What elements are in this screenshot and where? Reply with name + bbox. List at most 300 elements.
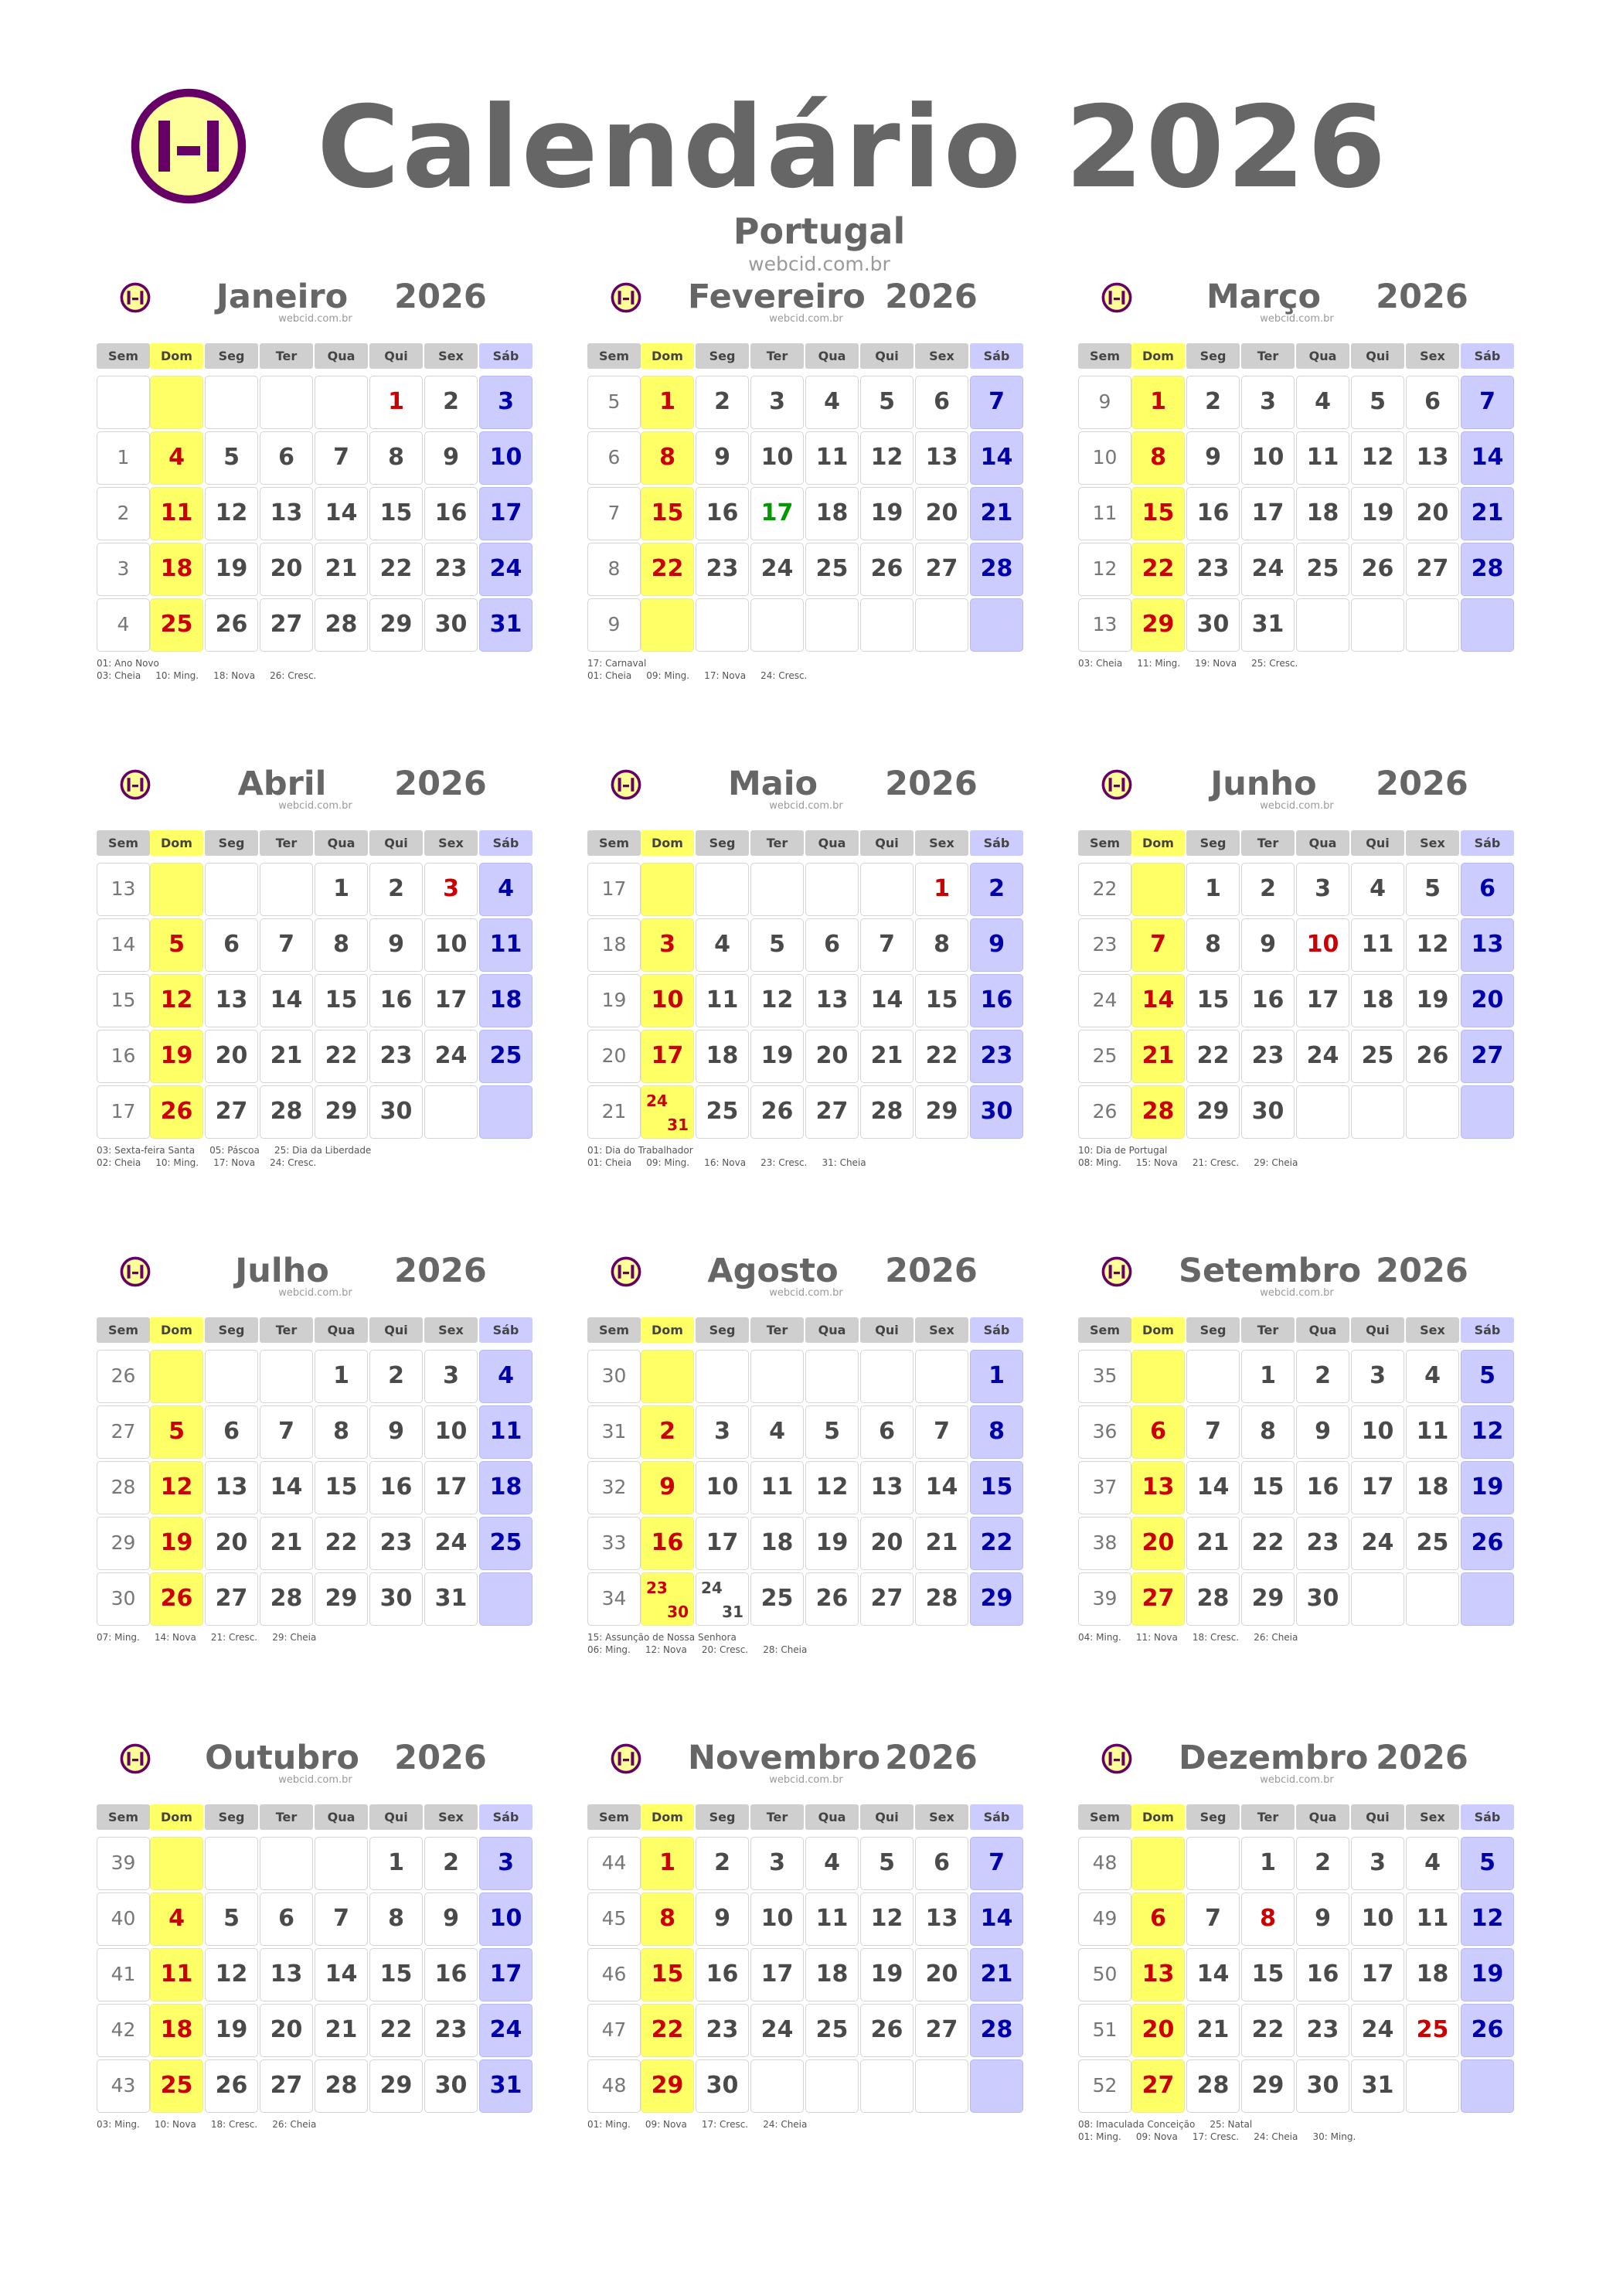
day-cell[interactable]: 6 xyxy=(1131,1405,1185,1459)
day-cell[interactable]: 30 xyxy=(696,2059,749,2113)
day-cell[interactable]: 13 xyxy=(860,1461,914,1514)
day-cell[interactable]: 10 xyxy=(1296,918,1349,972)
day-cell[interactable]: 6 xyxy=(205,918,258,972)
day-cell[interactable]: 8 xyxy=(1186,918,1240,972)
day-cell[interactable]: 10 xyxy=(750,431,804,485)
day-cell[interactable]: 25 xyxy=(479,1517,532,1570)
day-cell[interactable]: 20 xyxy=(1131,2004,1185,2057)
day-cell[interactable]: 28 xyxy=(970,543,1023,596)
day-cell[interactable]: 16 xyxy=(424,487,478,540)
day-cell[interactable]: 17 xyxy=(479,1948,532,2001)
day-cell[interactable]: 5 xyxy=(805,1405,859,1459)
day-cell[interactable]: 14 xyxy=(1461,431,1514,485)
day-cell[interactable]: 26 xyxy=(205,598,258,652)
day-cell[interactable]: 23 xyxy=(369,1030,423,1083)
day-cell[interactable]: 25 xyxy=(1406,1517,1459,1570)
day-cell[interactable] xyxy=(641,1085,694,1139)
day-cell[interactable]: 1 xyxy=(970,1350,1023,1403)
day-cell[interactable]: 29 xyxy=(1186,1085,1240,1139)
day-cell[interactable]: 9 xyxy=(696,431,749,485)
day-cell[interactable]: 1 xyxy=(1241,1350,1295,1403)
day-cell[interactable]: 5 xyxy=(205,431,258,485)
day-cell[interactable]: 12 xyxy=(1406,918,1459,972)
day-cell[interactable]: 8 xyxy=(315,1405,368,1459)
day-cell[interactable]: 2 xyxy=(970,863,1023,916)
day-cell[interactable]: 8 xyxy=(970,1405,1023,1459)
day-cell[interactable]: 1 xyxy=(315,863,368,916)
day-cell[interactable]: 11 xyxy=(1351,918,1404,972)
day-cell[interactable]: 26 xyxy=(150,1572,203,1626)
day-cell[interactable]: 25 xyxy=(479,1030,532,1083)
day-cell[interactable]: 19 xyxy=(205,2004,258,2057)
day-cell[interactable]: 30 xyxy=(369,1085,423,1139)
day-cell[interactable]: 29 xyxy=(315,1572,368,1626)
day-cell[interactable]: 18 xyxy=(696,1030,749,1083)
day-cell[interactable]: 2 xyxy=(424,1837,478,1890)
day-cell[interactable]: 28 xyxy=(970,2004,1023,2057)
day-cell[interactable]: 31 xyxy=(424,1572,478,1626)
day-cell[interactable]: 13 xyxy=(205,1461,258,1514)
day-cell[interactable]: 17 xyxy=(1351,1461,1404,1514)
day-cell[interactable]: 20 xyxy=(1461,974,1514,1027)
day-cell[interactable]: 26 xyxy=(750,1085,804,1139)
day-cell[interactable]: 2 xyxy=(369,863,423,916)
day-cell[interactable]: 25 xyxy=(805,543,859,596)
day-cell[interactable]: 21 xyxy=(970,1948,1023,2001)
day-cell[interactable]: 19 xyxy=(805,1517,859,1570)
day-cell[interactable]: 18 xyxy=(805,487,859,540)
day-cell[interactable]: 10 xyxy=(1351,1405,1404,1459)
day-cell[interactable]: 6 xyxy=(860,1405,914,1459)
day-cell[interactable]: 28 xyxy=(915,1572,968,1626)
day-cell[interactable]: 10 xyxy=(750,1892,804,1946)
day-cell[interactable]: 29 xyxy=(369,2059,423,2113)
day-cell[interactable]: 14 xyxy=(260,1461,313,1514)
day-cell[interactable]: 8 xyxy=(1241,1405,1295,1459)
day-cell[interactable]: 27 xyxy=(205,1085,258,1139)
day-cell[interactable]: 22 xyxy=(315,1030,368,1083)
day-cell[interactable]: 3 xyxy=(479,376,532,429)
day-cell[interactable]: 3 xyxy=(424,1350,478,1403)
day-cell[interactable]: 2 xyxy=(1296,1350,1349,1403)
day-cell[interactable]: 16 xyxy=(369,974,423,1027)
day-cell[interactable]: 13 xyxy=(915,431,968,485)
day-cell[interactable]: 29 xyxy=(1131,598,1185,652)
day-cell[interactable]: 12 xyxy=(805,1461,859,1514)
day-cell[interactable]: 13 xyxy=(915,1892,968,1946)
day-cell[interactable]: 9 xyxy=(641,1461,694,1514)
day-cell[interactable]: 1 xyxy=(641,1837,694,1890)
day-cell[interactable]: 30 xyxy=(369,1572,423,1626)
day-cell[interactable]: 1 xyxy=(369,1837,423,1890)
day-cell[interactable]: 25 xyxy=(1406,2004,1459,2057)
day-cell[interactable]: 12 xyxy=(860,1892,914,1946)
day-cell[interactable]: 16 xyxy=(1241,974,1295,1027)
day-cell[interactable]: 17 xyxy=(641,1030,694,1083)
day-cell[interactable]: 31 xyxy=(1351,2059,1404,2113)
day-cell[interactable]: 10 xyxy=(1351,1892,1404,1946)
day-cell[interactable]: 24 xyxy=(479,543,532,596)
day-cell[interactable]: 7 xyxy=(315,431,368,485)
day-cell[interactable]: 16 xyxy=(641,1517,694,1570)
day-cell[interactable]: 29 xyxy=(315,1085,368,1139)
day-cell[interactable]: 18 xyxy=(1351,974,1404,1027)
day-cell[interactable]: 4 xyxy=(479,1350,532,1403)
day-cell[interactable]: 16 xyxy=(970,974,1023,1027)
day-cell[interactable]: 14 xyxy=(1131,974,1185,1027)
day-cell[interactable]: 9 xyxy=(424,431,478,485)
day-cell[interactable]: 14 xyxy=(315,1948,368,2001)
day-cell[interactable]: 3 xyxy=(1296,863,1349,916)
day-cell[interactable]: 4 xyxy=(1406,1837,1459,1890)
day-cell[interactable]: 8 xyxy=(915,918,968,972)
day-cell[interactable]: 8 xyxy=(369,1892,423,1946)
day-cell[interactable]: 8 xyxy=(315,918,368,972)
day-cell[interactable]: 18 xyxy=(479,974,532,1027)
day-cell[interactable]: 22 xyxy=(1186,1030,1240,1083)
day-cell[interactable]: 14 xyxy=(860,974,914,1027)
day-cell[interactable]: 20 xyxy=(1406,487,1459,540)
day-cell[interactable]: 5 xyxy=(1461,1350,1514,1403)
day-cell[interactable]: 16 xyxy=(696,487,749,540)
day-cell[interactable]: 7 xyxy=(1131,918,1185,972)
day-cell[interactable]: 20 xyxy=(1131,1517,1185,1570)
day-cell[interactable]: 22 xyxy=(315,1517,368,1570)
day-cell[interactable]: 31 xyxy=(479,598,532,652)
day-cell[interactable]: 17 xyxy=(750,487,804,540)
day-cell[interactable]: 15 xyxy=(641,1948,694,2001)
day-cell[interactable]: 11 xyxy=(150,1948,203,2001)
day-cell[interactable]: 4 xyxy=(805,376,859,429)
day-cell[interactable]: 19 xyxy=(205,543,258,596)
day-cell[interactable]: 19 xyxy=(860,1948,914,2001)
day-cell[interactable]: 4 xyxy=(1406,1350,1459,1403)
day-cell[interactable]: 14 xyxy=(915,1461,968,1514)
day-cell[interactable]: 6 xyxy=(260,1892,313,1946)
day-cell[interactable]: 31 xyxy=(479,2059,532,2113)
day-cell[interactable]: 30 xyxy=(424,2059,478,2113)
day-cell[interactable]: 11 xyxy=(1406,1405,1459,1459)
day-cell[interactable]: 24 xyxy=(479,2004,532,2057)
day-cell[interactable]: 8 xyxy=(641,431,694,485)
day-cell[interactable]: 1 xyxy=(1241,1837,1295,1890)
day-cell[interactable]: 26 xyxy=(1461,1517,1514,1570)
day-cell[interactable]: 1 xyxy=(1131,376,1185,429)
day-cell[interactable]: 5 xyxy=(1351,376,1404,429)
day-cell[interactable]: 7 xyxy=(860,918,914,972)
day-cell[interactable]: 13 xyxy=(1131,1948,1185,2001)
day-cell[interactable]: 23 xyxy=(424,2004,478,2057)
day-cell[interactable]: 19 xyxy=(860,487,914,540)
day-cell[interactable]: 28 xyxy=(1131,1085,1185,1139)
day-cell[interactable]: 26 xyxy=(805,1572,859,1626)
day-cell[interactable]: 24 xyxy=(424,1517,478,1570)
day-cell[interactable]: 6 xyxy=(1461,863,1514,916)
day-cell[interactable]: 4 xyxy=(750,1405,804,1459)
day-cell[interactable]: 23 xyxy=(1241,1030,1295,1083)
day-cell[interactable]: 20 xyxy=(205,1030,258,1083)
day-cell[interactable]: 1 xyxy=(1186,863,1240,916)
day-cell[interactable]: 17 xyxy=(479,487,532,540)
day-cell[interactable]: 7 xyxy=(970,1837,1023,1890)
day-cell[interactable]: 15 xyxy=(970,1461,1023,1514)
day-cell[interactable]: 7 xyxy=(970,376,1023,429)
day-cell[interactable]: 7 xyxy=(1461,376,1514,429)
day-cell[interactable]: 26 xyxy=(860,543,914,596)
day-cell[interactable]: 10 xyxy=(424,1405,478,1459)
day-cell[interactable]: 9 xyxy=(1186,431,1240,485)
day-cell[interactable]: 25 xyxy=(696,1085,749,1139)
day-cell[interactable]: 21 xyxy=(260,1517,313,1570)
day-cell[interactable]: 5 xyxy=(750,918,804,972)
day-cell[interactable]: 12 xyxy=(205,1948,258,2001)
day-cell[interactable]: 21 xyxy=(970,487,1023,540)
day-cell[interactable]: 5 xyxy=(150,918,203,972)
day-cell[interactable]: 9 xyxy=(696,1892,749,1946)
day-cell[interactable]: 2 xyxy=(1241,863,1295,916)
day-cell[interactable]: 2 xyxy=(696,376,749,429)
day-cell[interactable]: 19 xyxy=(150,1517,203,1570)
day-cell[interactable]: 23 xyxy=(1186,543,1240,596)
day-cell[interactable]: 28 xyxy=(1186,2059,1240,2113)
day-cell[interactable]: 13 xyxy=(205,974,258,1027)
day-cell[interactable]: 7 xyxy=(1186,1405,1240,1459)
day-cell[interactable]: 15 xyxy=(369,487,423,540)
day-cell[interactable]: 17 xyxy=(1296,974,1349,1027)
day-cell[interactable]: 8 xyxy=(369,431,423,485)
day-cell[interactable]: 13 xyxy=(260,1948,313,2001)
day-cell[interactable]: 4 xyxy=(479,863,532,916)
day-cell[interactable]: 18 xyxy=(479,1461,532,1514)
day-cell[interactable]: 5 xyxy=(1406,863,1459,916)
day-cell[interactable]: 7 xyxy=(260,1405,313,1459)
day-cell[interactable]: 10 xyxy=(424,918,478,972)
day-cell[interactable]: 12 xyxy=(1461,1405,1514,1459)
day-cell[interactable]: 11 xyxy=(750,1461,804,1514)
day-cell[interactable]: 10 xyxy=(1241,431,1295,485)
day-cell[interactable]: 2 xyxy=(641,1405,694,1459)
day-cell[interactable]: 23 xyxy=(424,543,478,596)
day-cell[interactable]: 19 xyxy=(750,1030,804,1083)
day-cell[interactable]: 18 xyxy=(805,1948,859,2001)
day-cell[interactable]: 3 xyxy=(1351,1837,1404,1890)
day-cell[interactable]: 23 xyxy=(970,1030,1023,1083)
day-cell[interactable]: 27 xyxy=(205,1572,258,1626)
day-cell[interactable]: 23 xyxy=(696,2004,749,2057)
day-cell[interactable]: 24 xyxy=(1241,543,1295,596)
day-cell[interactable]: 24 xyxy=(750,543,804,596)
day-cell[interactable]: 21 xyxy=(260,1030,313,1083)
day-cell[interactable]: 15 xyxy=(1241,1948,1295,2001)
day-cell[interactable]: 19 xyxy=(1406,974,1459,1027)
day-cell[interactable]: 20 xyxy=(260,2004,313,2057)
day-cell[interactable]: 9 xyxy=(369,1405,423,1459)
day-cell[interactable]: 2 xyxy=(1296,1837,1349,1890)
day-cell[interactable]: 13 xyxy=(1131,1461,1185,1514)
day-cell[interactable]: 3 xyxy=(479,1837,532,1890)
day-cell[interactable]: 6 xyxy=(1406,376,1459,429)
day-cell[interactable]: 13 xyxy=(1461,918,1514,972)
day-cell[interactable]: 7 xyxy=(315,1892,368,1946)
day-cell[interactable]: 30 xyxy=(1186,598,1240,652)
day-cell[interactable]: 4 xyxy=(1351,863,1404,916)
day-cell[interactable]: 24 xyxy=(1296,1030,1349,1083)
day-cell[interactable]: 29 xyxy=(970,1572,1023,1626)
day-cell[interactable]: 5 xyxy=(150,1405,203,1459)
day-cell[interactable]: 17 xyxy=(1351,1948,1404,2001)
day-cell[interactable]: 15 xyxy=(369,1948,423,2001)
day-cell[interactable]: 20 xyxy=(860,1517,914,1570)
day-cell[interactable]: 21 xyxy=(1461,487,1514,540)
day-cell[interactable]: 5 xyxy=(860,376,914,429)
day-cell[interactable]: 15 xyxy=(641,487,694,540)
day-cell[interactable]: 19 xyxy=(150,1030,203,1083)
day-cell[interactable]: 17 xyxy=(1241,487,1295,540)
day-cell[interactable]: 30 xyxy=(1296,2059,1349,2113)
day-cell[interactable]: 30 xyxy=(1296,1572,1349,1626)
day-cell[interactable]: 7 xyxy=(1186,1892,1240,1946)
day-cell[interactable]: 26 xyxy=(1351,543,1404,596)
day-cell[interactable]: 12 xyxy=(150,1461,203,1514)
day-cell[interactable]: 28 xyxy=(1186,1572,1240,1626)
day-cell[interactable]: 29 xyxy=(641,2059,694,2113)
day-cell[interactable]: 28 xyxy=(260,1085,313,1139)
day-cell[interactable]: 11 xyxy=(1296,431,1349,485)
day-cell[interactable]: 26 xyxy=(860,2004,914,2057)
day-cell[interactable]: 10 xyxy=(641,974,694,1027)
day-cell[interactable]: 6 xyxy=(1131,1892,1185,1946)
day-cell[interactable]: 23 xyxy=(1296,1517,1349,1570)
day-cell[interactable]: 6 xyxy=(915,376,968,429)
day-cell[interactable]: 22 xyxy=(641,543,694,596)
day-cell[interactable]: 22 xyxy=(369,2004,423,2057)
day-cell[interactable]: 21 xyxy=(315,543,368,596)
day-cell[interactable]: 29 xyxy=(369,598,423,652)
day-cell[interactable]: 8 xyxy=(641,1892,694,1946)
day-cell[interactable]: 28 xyxy=(860,1085,914,1139)
day-cell[interactable]: 27 xyxy=(915,543,968,596)
day-cell[interactable]: 20 xyxy=(805,1030,859,1083)
day-cell[interactable]: 3 xyxy=(641,918,694,972)
day-cell[interactable]: 3 xyxy=(1351,1350,1404,1403)
day-cell[interactable]: 23 xyxy=(696,543,749,596)
day-cell[interactable] xyxy=(696,1572,749,1626)
day-cell[interactable]: 25 xyxy=(150,598,203,652)
day-cell[interactable]: 9 xyxy=(369,918,423,972)
day-cell[interactable]: 14 xyxy=(315,487,368,540)
day-cell[interactable]: 20 xyxy=(205,1517,258,1570)
day-cell[interactable]: 2 xyxy=(696,1837,749,1890)
day-cell[interactable]: 18 xyxy=(750,1517,804,1570)
day-cell[interactable]: 12 xyxy=(205,487,258,540)
day-cell[interactable]: 24 xyxy=(424,1030,478,1083)
day-cell[interactable]: 13 xyxy=(260,487,313,540)
day-cell[interactable]: 9 xyxy=(1296,1892,1349,1946)
day-cell[interactable]: 4 xyxy=(805,1837,859,1890)
day-cell[interactable]: 19 xyxy=(1461,1948,1514,2001)
day-cell[interactable]: 11 xyxy=(805,1892,859,1946)
day-cell[interactable]: 12 xyxy=(150,974,203,1027)
day-cell[interactable]: 22 xyxy=(1241,2004,1295,2057)
day-cell[interactable]: 26 xyxy=(205,2059,258,2113)
day-cell[interactable]: 5 xyxy=(860,1837,914,1890)
day-cell[interactable]: 28 xyxy=(315,598,368,652)
day-cell[interactable]: 27 xyxy=(1131,2059,1185,2113)
day-cell[interactable]: 18 xyxy=(1296,487,1349,540)
day-cell[interactable]: 5 xyxy=(1461,1837,1514,1890)
day-cell[interactable]: 16 xyxy=(1296,1461,1349,1514)
day-cell[interactable]: 6 xyxy=(260,431,313,485)
day-cell[interactable]: 18 xyxy=(1406,1948,1459,2001)
day-cell[interactable]: 27 xyxy=(860,1572,914,1626)
day-cell[interactable]: 21 xyxy=(1131,1030,1185,1083)
day-cell[interactable]: 30 xyxy=(970,1085,1023,1139)
day-cell[interactable]: 18 xyxy=(150,543,203,596)
day-cell[interactable]: 1 xyxy=(641,376,694,429)
day-cell[interactable]: 4 xyxy=(696,918,749,972)
day-cell[interactable]: 24 xyxy=(1351,1517,1404,1570)
day-cell[interactable]: 20 xyxy=(915,487,968,540)
day-cell[interactable]: 28 xyxy=(260,1572,313,1626)
day-cell[interactable]: 22 xyxy=(1131,543,1185,596)
day-cell[interactable]: 4 xyxy=(150,1892,203,1946)
day-cell[interactable]: 27 xyxy=(805,1085,859,1139)
day-cell[interactable]: 14 xyxy=(1186,1461,1240,1514)
day-cell[interactable]: 10 xyxy=(479,431,532,485)
day-cell[interactable]: 12 xyxy=(750,974,804,1027)
day-cell[interactable]: 10 xyxy=(696,1461,749,1514)
day-cell[interactable]: 12 xyxy=(860,431,914,485)
day-cell[interactable]: 21 xyxy=(860,1030,914,1083)
day-cell[interactable]: 24 xyxy=(750,2004,804,2057)
day-cell[interactable]: 26 xyxy=(150,1085,203,1139)
day-cell[interactable]: 19 xyxy=(1461,1461,1514,1514)
day-cell[interactable]: 15 xyxy=(315,1461,368,1514)
day-cell[interactable]: 27 xyxy=(915,2004,968,2057)
day-cell[interactable]: 3 xyxy=(424,863,478,916)
day-cell[interactable]: 14 xyxy=(970,1892,1023,1946)
day-cell[interactable]: 25 xyxy=(150,2059,203,2113)
day-cell[interactable]: 1 xyxy=(315,1350,368,1403)
day-cell[interactable] xyxy=(641,1572,694,1626)
day-cell[interactable]: 30 xyxy=(424,598,478,652)
day-cell[interactable]: 1 xyxy=(915,863,968,916)
day-cell[interactable]: 23 xyxy=(369,1517,423,1570)
day-cell[interactable]: 9 xyxy=(424,1892,478,1946)
day-cell[interactable]: 17 xyxy=(696,1517,749,1570)
day-cell[interactable]: 29 xyxy=(1241,2059,1295,2113)
day-cell[interactable]: 30 xyxy=(1241,1085,1295,1139)
day-cell[interactable]: 25 xyxy=(805,2004,859,2057)
day-cell[interactable]: 15 xyxy=(1131,487,1185,540)
day-cell[interactable]: 26 xyxy=(1406,1030,1459,1083)
day-cell[interactable]: 2 xyxy=(369,1350,423,1403)
day-cell[interactable]: 9 xyxy=(970,918,1023,972)
day-cell[interactable]: 14 xyxy=(1186,1948,1240,2001)
day-cell[interactable]: 13 xyxy=(805,974,859,1027)
day-cell[interactable]: 22 xyxy=(369,543,423,596)
day-cell[interactable]: 3 xyxy=(750,1837,804,1890)
day-cell[interactable]: 22 xyxy=(915,1030,968,1083)
day-cell[interactable]: 6 xyxy=(915,1837,968,1890)
day-cell[interactable]: 11 xyxy=(1406,1892,1459,1946)
day-cell[interactable]: 3 xyxy=(1241,376,1295,429)
day-cell[interactable]: 27 xyxy=(1406,543,1459,596)
day-cell[interactable]: 2 xyxy=(424,376,478,429)
day-cell[interactable]: 11 xyxy=(150,487,203,540)
day-cell[interactable]: 29 xyxy=(915,1085,968,1139)
day-cell[interactable]: 6 xyxy=(205,1405,258,1459)
